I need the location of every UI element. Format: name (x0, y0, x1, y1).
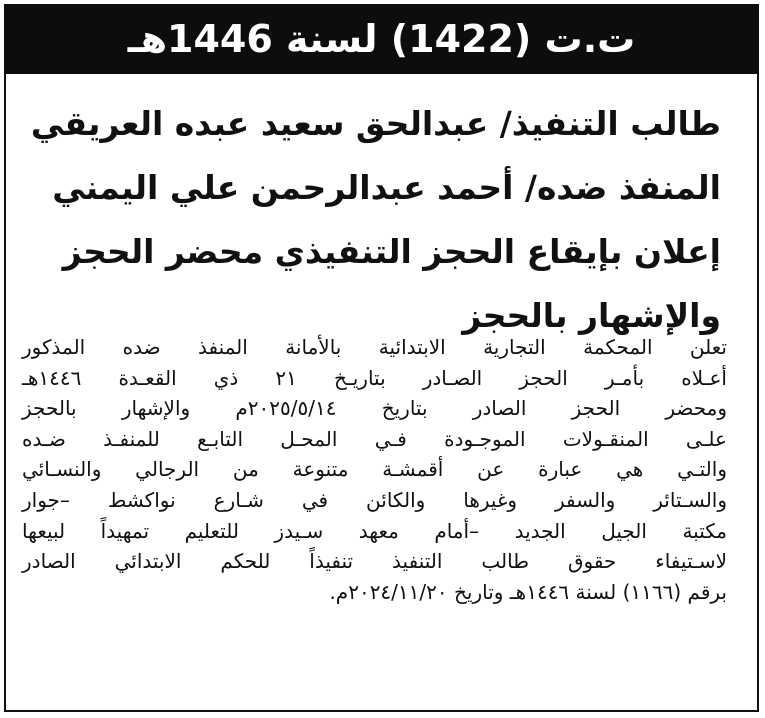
body-line: والتـي هي عبارة عن أقمشـة متنوعة من الرجالي والنسـائي (22, 457, 727, 482)
headline-title-line-1: إعلان بإيقاع الحجز التنفيذي محضر الحجز (62, 232, 721, 271)
headline-respondent: المنفذ ضده/ أحمد عبدالرحمن علي اليمني (52, 168, 721, 207)
body-line: مكتبة الجيل الجديد –أمام معهد سـيدز للتعليم تمهيداً لبيعها (22, 518, 727, 543)
body-line: تعلن المحكمة التجارية الابتدائية بالأمانة المنفذ ضده المذكور (22, 335, 727, 359)
body-line-last: برقم (١١٦٦) لسنة ١٤٤٦هـ وتاريخ ٢٠٢٤/١١/٢٠م. (329, 579, 727, 604)
body-line: لاسـتيفاء حقوق طالب التنفيذ تنفيذاً للحكم الابتدائي الصادر (22, 549, 727, 574)
body-line: أعـلاه بأمـر الحجز الصـادر بتاريـخ ٢١ ذي القعـدة ١٤٤٦هـ (22, 365, 727, 390)
notice-body (22, 332, 727, 607)
body-line: علـى المنقـولات الموجـودة فـي المحـل التابـع للمنفـذ ضـده (22, 426, 727, 451)
body-line: ومحضر الحجز الصادر بتاريخ ٢٠٢٥/٥/١٤م والإشهار بالحجز (22, 396, 728, 421)
headline-title-line-2: والإشهار بالحجز (462, 296, 721, 335)
body-line: والسـتائر والسفر وغيرها والكائن في شـارع نواكشط –جوار (22, 487, 727, 512)
case-number-header: ت.ت (1422) لسنة 1446هـ (4, 4, 759, 74)
headline-applicant: طالب التنفيذ/ عبدالحق سعيد عبده العريقي (30, 104, 721, 143)
notice-headlines (20, 92, 721, 348)
